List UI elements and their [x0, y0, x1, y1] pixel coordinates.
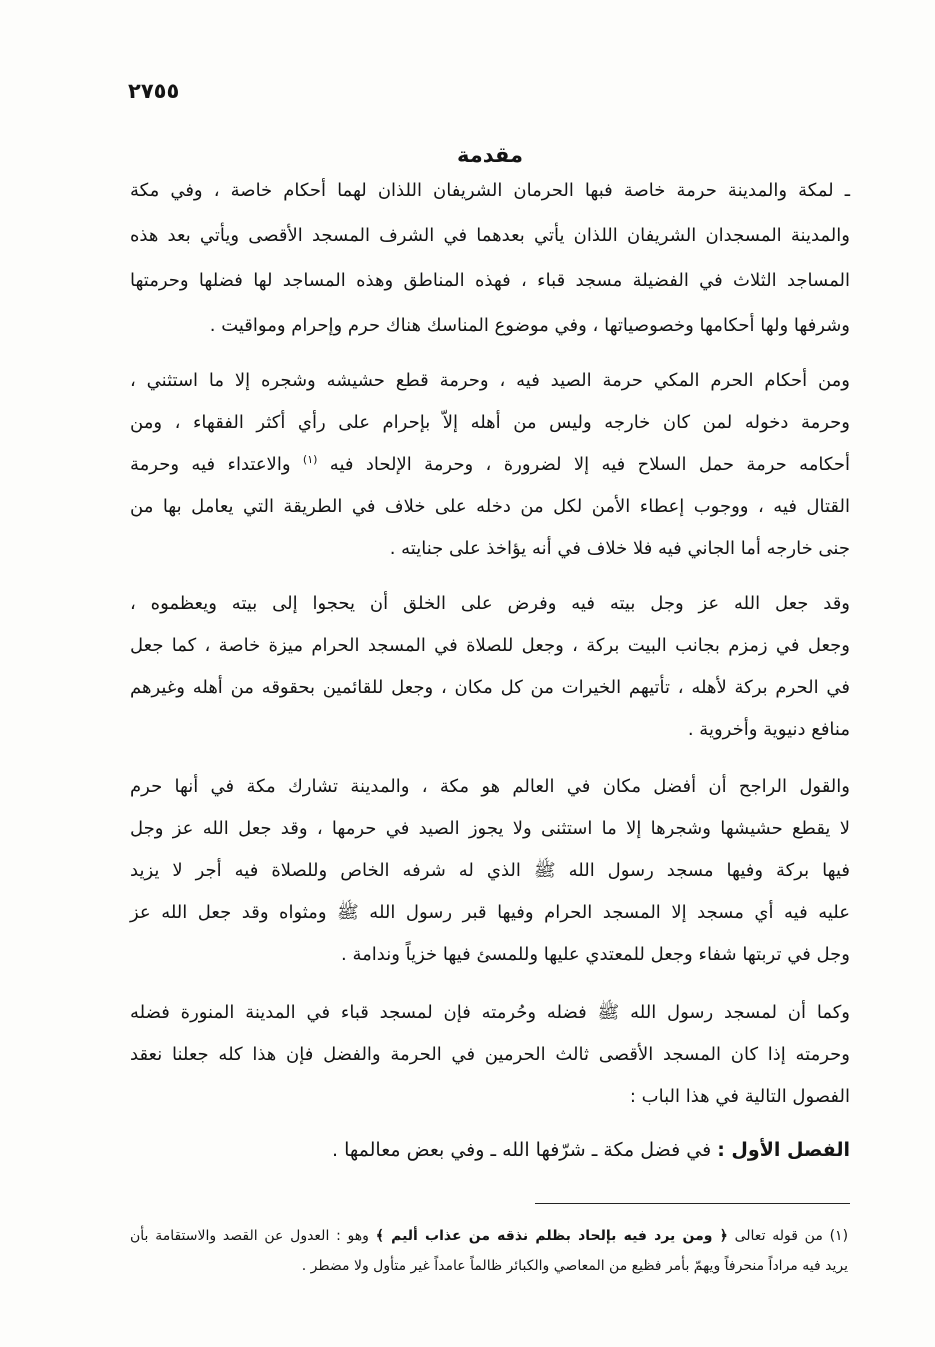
paragraph	[130, 583, 850, 751]
paragraph-line: وجل في تربتها شفاء وجعل للمعتدي عليها وللمسئ فيها خزياً وندامة .	[341, 944, 850, 965]
paragraph	[130, 168, 850, 348]
paragraph-line: في الحرم بركة لأهله ، تأتيهم الخيرات من كل مكان ، وجعل للقائمين بحقوقه من أهله وغيرهم	[130, 677, 850, 698]
paragraph-line: ـ لمكة والمدينة حرمة خاصة فبها الحرمان الشريفان اللذان لهما أحكام خاصة ، وفي مكة	[130, 180, 850, 201]
paragraph-line: وكما أن لمسجد رسول الله ﷺ فضله وحُرمته فإن لمسجد قباء في المدينة المنورة فضله	[130, 1002, 850, 1023]
line-text: والاعتداء فيه وحرمة	[130, 454, 291, 475]
section-heading: مقدمة	[457, 143, 523, 167]
paragraph	[130, 992, 850, 1118]
paragraph-line: لا يقطع حشيشها وشجرها إلا ما استثنى ولا يجوز الصيد في حرمها ، وقد جعل الله عز وجل	[130, 818, 850, 839]
chapter-line	[130, 1129, 850, 1171]
paragraph-line: والقول الراجح أن أفضل مكان في العالم هو مكة ، والمدينة تشارك مكة في أنها حرم	[130, 776, 850, 797]
paragraph-line: وحرمة دخوله لمن كان خارجه وليس من أهله إلاّ بإحرام على رأي أكثر الفقهاء ، ومن	[130, 412, 850, 433]
footnote-reference: (١)	[302, 453, 318, 466]
paragraph-line: جنى خارجه أما الجاني فيه فلا خلاف في أنه يؤاخذ على جنايته .	[389, 538, 850, 559]
paragraph-line: المساجد الثلاث في الفضيلة مسجد قباء ، فهذه المناطق وهذه المساجد لها فضلها وحرمتها	[130, 270, 850, 291]
footnote-line	[130, 1221, 848, 1251]
chapter-entry	[130, 1129, 850, 1171]
paragraph-line: ومن أحكام الحرم المكي حرمة الصيد فيه ، وحرمة قطع حشيشه وشجره إلا ما استثني ،	[130, 370, 850, 391]
footnote-text: وهو : العدول عن القصد والاستقامة بأن	[130, 1228, 369, 1244]
paragraph-line: والمدينة المسجدان الشريفان اللذان يأتي بعدهما في الشرف المسجد الأقصى ويأتي بعد هذه	[130, 225, 850, 246]
page-number: ٢٧٥٥	[128, 79, 180, 103]
chapter-title: في فضل مكة ـ شرّفها الله ـ وفي بعض معالمها .	[332, 1139, 712, 1161]
footnote	[130, 1221, 848, 1281]
paragraph-line: وحرمته إذا كان المسجد الأقصى ثالث الحرمين في الحرمة والفضل فإن هذا كله جعلنا نعقد	[130, 1044, 850, 1065]
paragraph	[130, 766, 850, 976]
paragraph-line: القتال فيه ، ووجوب إعطاء الأمن لكل من دخله على خلاف في الطريقة التي يعامل بها من	[130, 496, 850, 517]
chapter-label: الفصل الأول :	[717, 1139, 850, 1161]
line-text: أحكامه حرمة حمل السلاح فيه إلا لضرورة ، وحرمة الإلحاد فيه	[329, 454, 850, 475]
quran-quote: ﴿ ومن يرد فيه بإلحاد بظلم نذقه من عذاب أليم ﴾	[375, 1228, 728, 1244]
paragraph-line: فيها بركة وفيها مسجد رسول الله ﷺ الذي له شرفه الخاص وللصلاة فيه أجر لا يزيد	[130, 860, 850, 881]
paragraph-line	[130, 444, 850, 486]
paragraph-line: عليه فيه أي مسجد إلا المسجد الحرام وفيها قبر رسول الله ﷺ ومثواه وقد جعل الله عز	[130, 902, 850, 923]
paragraph-line: وجعل في زمزم بجانب البيت بركة ، وجعل للصلاة في المسجد الحرام ميزة خاصة ، كما جعل	[130, 635, 850, 656]
footnote-text: (١) من قوله تعالى	[734, 1228, 849, 1244]
paragraph-line: وقد جعل الله عز وجل بيته فيه وفرض على الخلق أن يحجوا إلى بيته ويعظموه ،	[130, 593, 850, 614]
paragraph	[130, 360, 850, 570]
paragraph-line: منافع دنيوية وأخروية .	[687, 719, 850, 740]
footnote-separator	[535, 1203, 850, 1204]
footnote-line: يريد فيه مراداً منحرفاً ويهمّ بأمر فظيع من المعاصي والكبائر ظالماً عامداً غير متأول ولا مضطر .	[301, 1258, 848, 1274]
paragraph-line: وشرفها ولها أحكامها وخصوصياتها ، وفي موضوع المناسك هناك حرم وإحرام ومواقيت .	[209, 315, 850, 336]
paragraph-line: الفصول التالية في هذا الباب :	[629, 1086, 850, 1107]
